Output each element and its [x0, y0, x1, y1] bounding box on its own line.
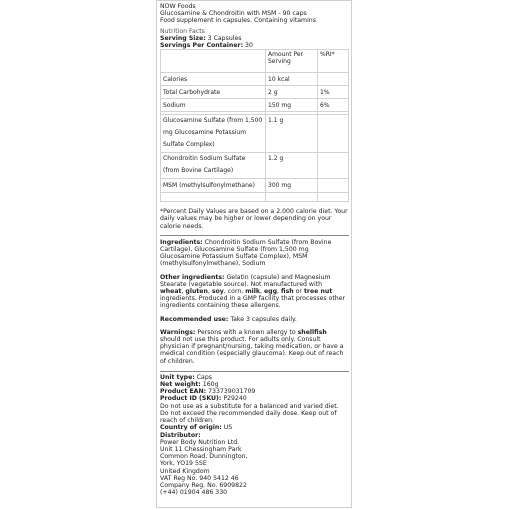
product-name: Glucosamine & Chondroitin with MSM - 90 caps	[160, 10, 307, 18]
other-text-corn: corn,	[227, 288, 244, 296]
distributor-line: Company Reg. No. 6909822	[160, 481, 247, 489]
warnings-label: Warnings:	[160, 328, 196, 336]
country-of-origin	[160, 424, 349, 431]
product-ean	[160, 388, 349, 395]
table-header-blank	[161, 50, 266, 73]
distributor-line: United Kingdom	[160, 467, 210, 475]
warnings-paragraph	[160, 329, 349, 365]
serving-size-label: Serving Size:	[160, 34, 206, 42]
product-sku-value: P29240	[223, 395, 247, 403]
nutrition-facts-title: Nutrition Facts	[160, 27, 205, 35]
allergen-milk: milk	[245, 288, 261, 296]
allergen-egg: egg	[263, 288, 278, 296]
nutrient-amount: 150 mg	[266, 99, 318, 112]
table-row	[161, 73, 349, 86]
unit-type-value: Caps	[196, 373, 212, 381]
distributor-line: Common Road, Dunnington,	[160, 453, 248, 461]
nutrient-amount: 10 kcal	[266, 73, 318, 86]
nutrient-ri	[318, 73, 349, 86]
distributor-line: Power Body Nutrition Ltd.	[160, 438, 240, 446]
nutrient-ri: 6%	[318, 99, 349, 112]
servings-value: 30	[245, 42, 253, 50]
nutrient-ri	[318, 153, 349, 179]
table-spacer-row	[161, 193, 349, 202]
net-weight-value: 160g	[202, 381, 219, 389]
other-ingredients-label: Other ingredients:	[160, 273, 225, 281]
nutrient-ri: 1%	[318, 86, 349, 99]
table-row	[161, 99, 349, 112]
servings-per-container	[160, 42, 349, 49]
nutrient-ri	[318, 179, 349, 193]
diet-disclaimer: Do not use as a substitute for a balanced and varied diet. Do not exceed the recommended daily dose. Keep out of reach of children.	[160, 402, 339, 425]
nutrient-amount: 300 mg	[266, 179, 318, 193]
nutrient-name: Sodium	[161, 99, 266, 112]
allergen-soy: soy	[211, 288, 224, 296]
country-of-origin-value: US	[223, 424, 233, 432]
product-ean-label: Product EAN:	[160, 388, 207, 396]
nutrient-name: MSM (methylsulfonylmethane)	[161, 179, 266, 193]
allergen-fish: fish	[280, 288, 294, 296]
divider	[160, 235, 349, 236]
net-weight-label: Net weight:	[160, 381, 201, 389]
recommended-use-paragraph	[160, 316, 349, 323]
table-row	[161, 86, 349, 99]
product-label-panel	[156, 0, 352, 508]
allergen-tree-nut: tree nut	[303, 288, 333, 296]
nutrient-ri	[318, 115, 349, 153]
product-sku-label: Product ID (SKU):	[160, 395, 222, 403]
brand-name: NOW Foods	[160, 3, 196, 10]
country-of-origin-label: Country of origin:	[160, 424, 222, 432]
nutrient-amount: 1.1 g	[266, 115, 318, 153]
product-description: Food supplement in capsules. Containing vitamins	[160, 17, 316, 25]
daily-value-footnote: *Percent Daily Values are based on a 2,000 calorie diet. Your daily values may be higher or lower depending on your calorie needs.	[160, 208, 348, 230]
product-info	[160, 374, 349, 496]
divider	[160, 371, 349, 372]
ingredients-text: Chondroitin Sodium Sulfate (from Bovine Cartilage), Glucosamine Sulfate (from 1,500 mg Glucosamine Potassium Sulfate Complex), MSM (methylsulfonylmethane), Sodium	[160, 238, 332, 268]
nutrient-name: Chondroitin Sodium Sulfate (from Bovine Cartilage)	[161, 153, 266, 179]
table-row	[161, 153, 349, 179]
allergen-gluten: gluten	[185, 288, 208, 296]
nutrient-amount: 1.2 g	[266, 153, 318, 179]
recommended-use-text: Take 3 capsules daily.	[230, 315, 297, 323]
ri-header: %RI*	[318, 50, 349, 73]
product-sku	[160, 395, 349, 402]
unit-type	[160, 374, 349, 381]
other-text-facility: ingredients. Produced in a GMP facility that processes other ingredients containing these allergens.	[160, 295, 346, 310]
ingredients-label: Ingredients:	[160, 238, 203, 246]
distributor-line: Unit 11 Chessingham Park	[160, 445, 242, 453]
other-text-or: or	[295, 288, 302, 296]
serving-size-value: 3 Capsules	[207, 34, 242, 42]
net-weight	[160, 381, 349, 388]
warnings-text: Persons with a known allergy to	[197, 328, 296, 336]
other-ingredients-paragraph: Other ingredients: Gelatin (capsule) and Magnesium Stearate (vegetable source). Not manufactured with wheat, gluten, soy, corn, milk, egg, fish or tree nut ingredients. Produced in a GMP facility that processes other ingredients containing these allergens.	[160, 273, 346, 310]
recommended-use-label: Recommended use:	[160, 315, 229, 323]
amount-header: Amount Per Serving	[266, 50, 318, 73]
allergen-shellfish: shellfish	[297, 328, 327, 336]
nutrient-name: Glucosamine Sulfate (from 1,500 mg Glucosamine Potassium Sulfate Complex)	[161, 115, 266, 153]
distributor-line: York, YO19 5SE	[160, 460, 207, 468]
servings-label: Servings Per Container:	[160, 42, 244, 50]
distributor-line: (+44) 01904 486 330	[160, 489, 228, 497]
serving-size	[160, 35, 349, 42]
table-row	[161, 179, 349, 193]
allergen-wheat: wheat	[160, 288, 182, 296]
nutrient-amount: 2 g	[266, 86, 318, 99]
ingredients-paragraph	[160, 239, 349, 268]
nutrient-name: Total Carbohydrate	[161, 86, 266, 99]
warnings-text-rest: should not use this product. For adults only. Consult physician if pregnant/nursing, taking medication, or have a medical condition (especially glaucoma). Keep out of reach of children.	[160, 336, 344, 365]
product-header	[160, 3, 349, 49]
distributor-line: VAT Reg No. 940 5412 46	[160, 474, 239, 482]
unit-type-label: Unit type:	[160, 373, 195, 381]
table-header-row	[161, 50, 349, 73]
table-row	[161, 115, 349, 153]
product-ean-value: 733739031709	[208, 388, 256, 396]
nutrient-name: Calories	[161, 73, 266, 86]
nutrition-table	[160, 49, 349, 202]
other-ingredients-text: Gelatin (capsule) and Magnesium Stearate (vegetable source). Not manufactured with	[160, 273, 331, 288]
distributor-label: Distributor:	[160, 431, 201, 439]
